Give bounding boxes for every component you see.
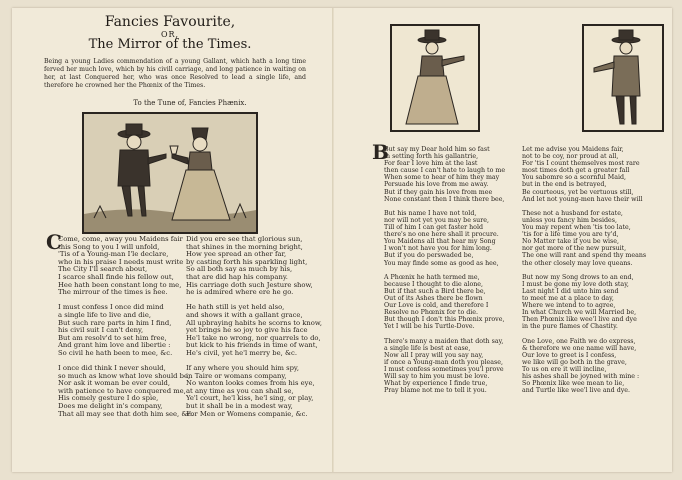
verse-line: but in the end is betrayed, — [522, 181, 607, 189]
verse-line — [522, 203, 664, 210]
verse-line: Nor ask it woman be ever could, — [58, 379, 171, 388]
verse-column-right-1 — [384, 146, 526, 394]
verse-line: There's many a maiden that doth say, — [384, 337, 504, 345]
tune-line: To the Tune of, Fancies Phænix. — [133, 99, 247, 107]
verse-line: But his name I have not told, — [384, 209, 477, 217]
verse-line: That all may see that doth him see, &c. — [58, 409, 194, 418]
woodcut-lady — [390, 24, 480, 132]
verse-line — [384, 330, 526, 337]
verse-line: Yet I will be his Turtle-Dove. — [384, 323, 475, 331]
verse-line: Persuade his love from me away. — [384, 181, 489, 189]
verse-line: I once did think I never should, — [58, 364, 166, 373]
verse-line: most times doth get a greater fall — [522, 167, 630, 175]
verse-line: He'l take no wrong, nor quarrels to do, — [186, 333, 321, 342]
verse-line: nor get more of the new pursuit, — [522, 245, 627, 253]
verse-line: 'Tis of a Young-man I'le declare, — [58, 250, 169, 259]
verse-line: nor will not yet you may be sure, — [384, 216, 489, 224]
verse-line: A Phœnix he hath termed me, — [384, 273, 480, 281]
verse-line: But if you do perswaded be, — [384, 252, 474, 260]
verse-line: When some to hear of him they may — [384, 174, 500, 182]
verse-line: And grant him love and libertie : — [58, 341, 171, 350]
verse-column-left-1 — [58, 236, 200, 418]
verse-line: his civil suit I can't deny, — [58, 326, 144, 335]
verse-line: & therefore we one name will have, — [522, 344, 637, 352]
ballad-introduction: Being a young Ladies commendation of a young Gallant, which hath a long time ferved her much love, which by his civill carriage, and long patience in waiting on her, at last Conquered her, who was once Resolved to lead a single life, and therefore he crowned her the Phœnix of the Times. — [44, 58, 306, 89]
verse-line: But say my Dear hold him so fast — [384, 146, 490, 153]
verse-line: who in his praise I needs must write — [58, 257, 184, 266]
drop-cap-b: B — [372, 140, 389, 164]
verse-line: with patience to have conquered me, — [58, 386, 186, 395]
verse-line: So Phœnix like wee mean to lie, — [522, 380, 625, 388]
verse-line: Pray blame not me to tell it you. — [384, 387, 487, 395]
verse-line: the other closely may love queans. — [522, 259, 633, 267]
verse-line: Our Love is cold, and therefore I — [384, 302, 489, 310]
verse-line — [384, 267, 526, 274]
verse-line: yet brings he so joy to give his face — [186, 326, 308, 335]
verse-line: If any where you should him spy, — [186, 364, 300, 373]
verse-line: I scarce shall finde his fellow out, — [58, 272, 174, 281]
verse-line: You Maidens all that hear my Song — [384, 238, 496, 246]
verse-line: Out of its Ashes there be flown — [384, 294, 483, 302]
verse-line: For fear I love him at the last — [384, 160, 478, 168]
verse-line: Be courteous, yet be vertuous still, — [522, 188, 634, 196]
verse-line: The mirrour of the times is hee. — [58, 288, 168, 297]
verse-line: He's civil, yet he'l merry be, &c. — [186, 348, 297, 357]
verse-line: Where we intend to to agree, — [522, 302, 616, 310]
verse-line: his ashes shall be joyned with mine : — [522, 373, 640, 380]
verse-line: But if they gain his love from mee — [384, 188, 493, 196]
verse-line: Till of him I can get faster hold — [384, 224, 484, 232]
verse-line: But if that such a Bird there be, — [384, 287, 486, 295]
verse-line: 'tis for a life time you are ty'd, — [522, 231, 619, 239]
verse-line: I must be gone my love doth stay, — [522, 280, 629, 288]
verse-line: But such rare parts in him I find, — [58, 318, 172, 327]
verse-line: Then Phœnix like wee'l live and dye — [522, 316, 637, 324]
verse-line: and Turtle like wee'l live and dye. — [522, 387, 631, 395]
verse-line: but kick to his friends in time of want, — [186, 341, 318, 350]
verse-line: Now all I pray will you say nay, — [384, 351, 484, 359]
verse-line: How yee spread an other far, — [186, 250, 287, 259]
verse-line: then cause I can't hate to laugh to me — [384, 167, 506, 175]
verse-line: in setting forth his gallantrie, — [384, 153, 479, 161]
verse-line: You sabomre so a scornful Maid, — [522, 174, 627, 182]
verse-line: And let not young-men have their will — [522, 195, 643, 203]
verse-line: that shines in the morning bright, — [186, 242, 303, 251]
ballad-title-or: OR, — [160, 30, 180, 39]
verse-line: in the pure flames of Chastity. — [522, 323, 618, 331]
verse-line: if once a Young-man doth you please, — [384, 358, 503, 366]
verse-line: His carriage doth such Jesture show, — [186, 280, 313, 289]
verse-line: this Song to you I will unfold, — [58, 242, 160, 251]
verse-line: by casting forth his sparkling light, — [186, 257, 308, 266]
verse-line: in Taire or womans company, — [186, 371, 287, 380]
verse-line: Hee hath been constant long to me, — [58, 280, 182, 289]
verse-line: No wanton looks comes from his eye, — [186, 379, 315, 388]
verse-line: and shows it with a gallant grace, — [186, 310, 303, 319]
verse-column-left-2 — [186, 236, 328, 418]
verse-line: Did you ere see that glorious sun, — [186, 235, 303, 243]
verse-line: So all both say as much by his, — [186, 265, 293, 274]
verse-line: unless you fancy him besides, — [522, 216, 617, 224]
verse-line: Ye'l court, he'l kiss, he'l sing, or play, — [186, 394, 314, 403]
verse-line — [522, 330, 664, 337]
verse-line: Our love to greet is I confess, — [522, 351, 617, 359]
verse-line: I must confess I once did mind — [58, 303, 164, 312]
verse-line: to meet me at a place to day, — [522, 294, 614, 302]
verse-line: But though I don't this Phœnix prove, — [384, 316, 505, 324]
verse-line: All upbraying habits he scorns to know, — [186, 318, 323, 327]
verse-line: because I thought to die alone, — [384, 280, 484, 288]
drop-cap-c: C — [46, 230, 62, 254]
verse-line: The one will rant and spend thy means — [522, 252, 647, 260]
verse-line: But am resolv'd to set him free, — [58, 333, 167, 342]
ballad-title-line2: The Mirror of the Times. — [88, 37, 252, 52]
verse-line: at any time as you can shall se, — [186, 386, 294, 395]
verse-line: But now my Song drows to an end, — [522, 273, 634, 281]
verse-line: To us on ere it will incline, — [522, 365, 607, 373]
verse-line: Last night I did unto him send — [522, 287, 619, 295]
verse-line: he is admired where ere he go. — [186, 288, 294, 297]
verse-line: that are did hap his company. — [186, 272, 288, 281]
page-fold — [332, 8, 334, 472]
verse-line: One Love, one Faith we do express, — [522, 337, 636, 345]
verse-line: The City I'll search about, — [58, 265, 148, 274]
verse-line: These not a husband for estate, — [522, 209, 623, 217]
verse-line: None constant then I think there bee, — [384, 195, 505, 203]
woodcut-gallant-and-lady — [82, 112, 258, 234]
verse-line: Let me advise you Maidens fair, — [522, 146, 624, 153]
verse-line: I won't not have you for him long. — [384, 245, 492, 253]
verse-line — [384, 203, 526, 210]
verse-line — [522, 267, 664, 274]
verse-line: He hath still is yet held also, — [186, 303, 285, 312]
verse-line: So civil he hath been to mee, &c. — [58, 348, 173, 357]
verse-line: but it shall be in a modest way, — [186, 402, 293, 411]
verse-line: No Matter take if you be wise, — [522, 238, 620, 246]
verse-line: not to be coy, nor proud at all, — [522, 153, 619, 161]
verse-line: You may repent when 'tis too late, — [522, 224, 631, 232]
verse-line: Does me delight in's company, — [58, 402, 163, 411]
verse-line: For 'tis I count themselves most rare — [522, 160, 640, 168]
verse-line: In what Church we will Married be, — [522, 309, 637, 317]
verse-line: Will say to him you must be love. — [384, 373, 490, 380]
verse-line: His comely gesture I do spie, — [58, 394, 159, 403]
verse-line: You may finde some as good as hee, — [384, 259, 499, 267]
verse-line: I must confess sometimes you'l prove — [384, 365, 504, 373]
ballad-title-line1: Fancies Favourite, — [104, 14, 236, 30]
verse-line: Come, come, away you Maidens fair — [58, 235, 183, 243]
woodcut-gentleman — [582, 24, 664, 132]
verse-line: What by experience I finde true, — [384, 380, 488, 388]
verse-line: For Men or Womens companie, &c. — [186, 409, 308, 418]
verse-line: so much as know what love should be, — [58, 371, 191, 380]
verse-line: we like will go both in the grave, — [522, 358, 627, 366]
verse-line: a single life to live and die, — [58, 310, 152, 319]
verse-column-right-2 — [522, 146, 664, 394]
verse-line: Resolve no Phœnix for to die. — [384, 309, 479, 317]
verse-line: a single life is best at ease, — [384, 344, 471, 352]
verse-line: there's no one here shall it procure. — [384, 231, 499, 239]
